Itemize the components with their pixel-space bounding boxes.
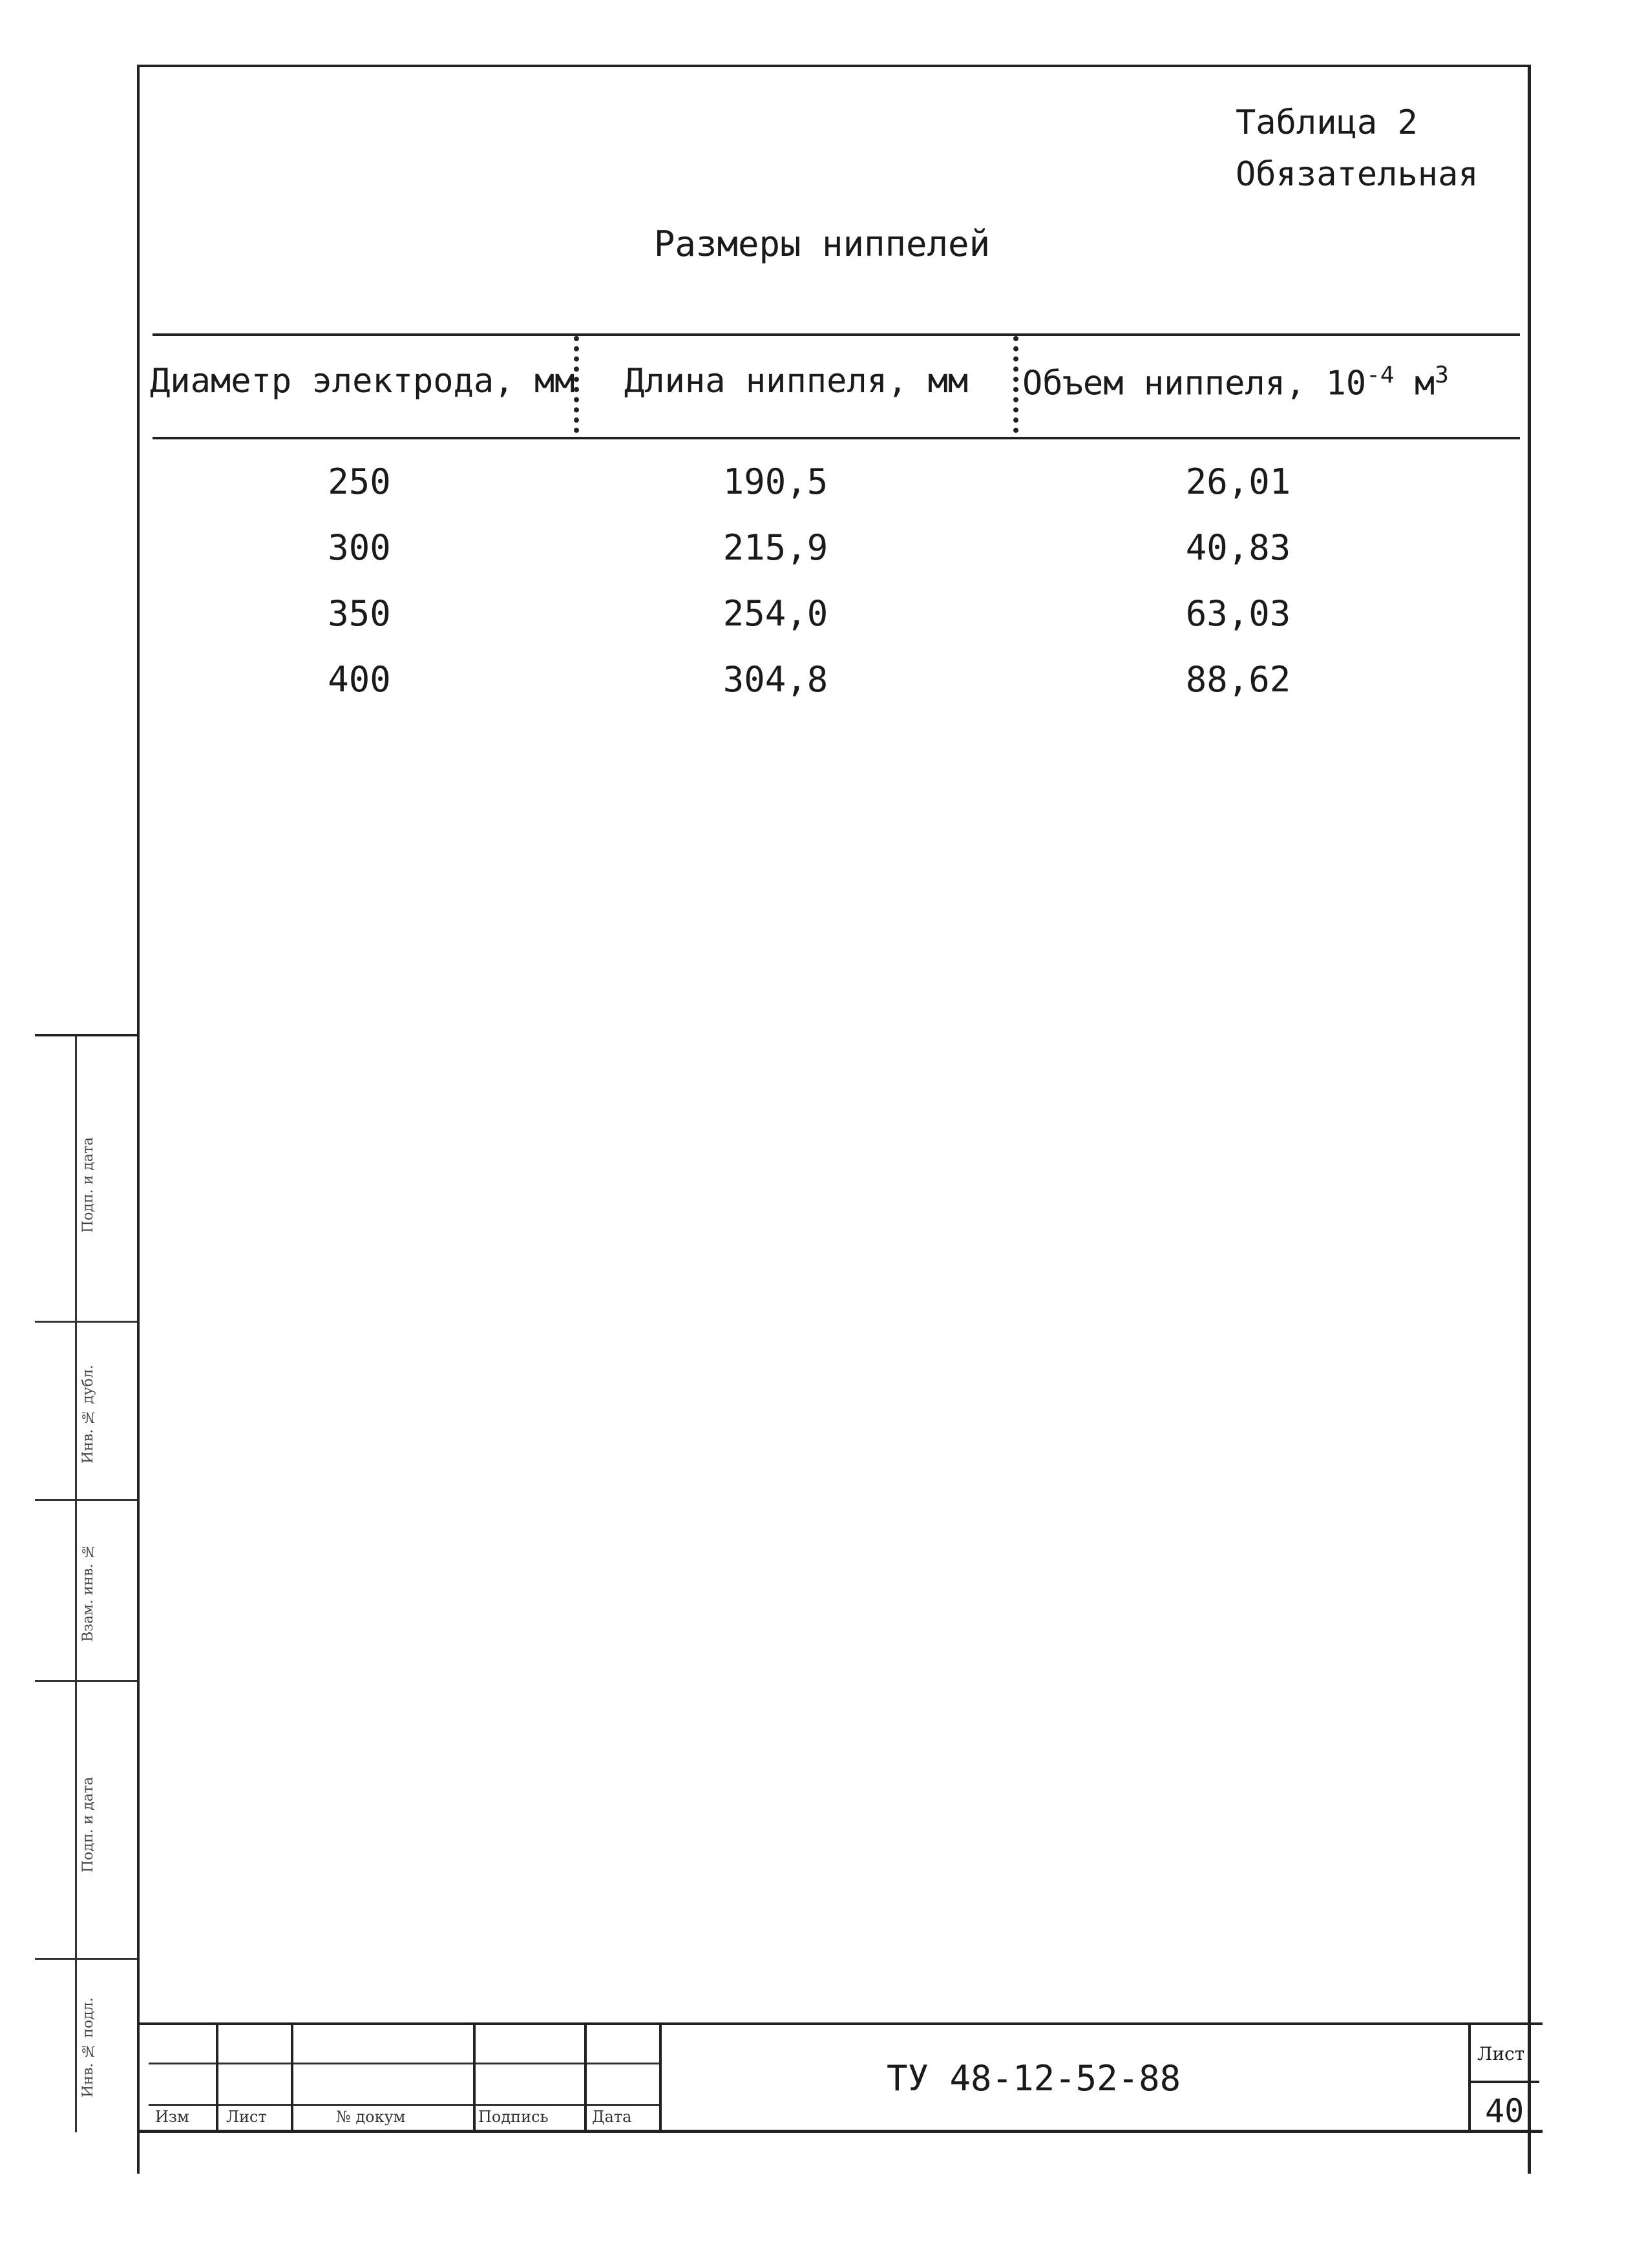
table-top-rule: [153, 333, 1520, 336]
strip-label: Подп. и дата: [80, 1137, 96, 1234]
page-title: Размеры ниппелей: [653, 224, 991, 264]
title-block-column-line: [216, 2025, 218, 2130]
cell-diameter: 300: [328, 527, 391, 568]
document-code: ТУ 48-12-52-88: [887, 2058, 1181, 2099]
column-separator: [1013, 336, 1018, 433]
label-date: Дата: [592, 2108, 632, 2126]
title-block-row-line: [149, 2104, 659, 2106]
strip-row-divider: [35, 1321, 137, 1323]
title-block-row-line: [149, 2063, 659, 2064]
cell-volume: 26,01: [1185, 461, 1291, 502]
table-caption: [1236, 97, 1479, 200]
volume-unit-exponent: 3: [1435, 362, 1449, 388]
sheet-cell-divider: [1468, 2081, 1539, 2083]
cell-length: 254,0: [722, 593, 828, 634]
strip-row-divider: [35, 1499, 137, 1501]
sheet-number: 40: [1485, 2092, 1524, 2130]
title-block-column-line: [291, 2025, 293, 2130]
strip-label: Взам. инв. №: [80, 1542, 96, 1642]
table-number: Таблица 2: [1236, 103, 1418, 142]
frame-bottom-line: [137, 2130, 1543, 2133]
strip-label: Подп. и дата: [80, 1776, 96, 1873]
strip-divider: [75, 1036, 77, 2132]
sheet-label: Лист: [1477, 2043, 1525, 2064]
column-header-volume: [1022, 362, 1449, 403]
label-signature: Подпись: [478, 2108, 549, 2126]
title-block-top-line: [137, 2022, 1543, 2025]
cell-volume: 40,83: [1185, 527, 1291, 568]
column-header-diameter: Диаметр электрода, мм: [150, 362, 575, 401]
table-status: Обязательная: [1236, 155, 1479, 194]
cell-length: 304,8: [722, 659, 828, 700]
cell-diameter: 400: [328, 659, 391, 700]
side-stamp-strip: [35, 1034, 137, 2132]
table-header-rule: [153, 437, 1520, 439]
column-header-length: Длина ниппеля, мм: [624, 362, 969, 401]
title-block-column-line: [659, 2025, 662, 2130]
cell-diameter: 350: [328, 593, 391, 634]
label-document-number: № докум: [336, 2108, 406, 2126]
volume-exponent: -4: [1366, 362, 1395, 388]
cell-volume: 63,03: [1185, 593, 1291, 634]
volume-unit: м: [1414, 364, 1435, 403]
cell-length: 215,9: [722, 527, 828, 568]
strip-row-divider: [35, 1958, 137, 1960]
cell-length: 190,5: [722, 461, 828, 502]
title-block-column-line: [584, 2025, 587, 2130]
volume-header-text: Объем ниппеля, 10: [1022, 364, 1367, 403]
strip-label: Инв. № дубл.: [80, 1365, 96, 1464]
label-sheet: Лист: [226, 2108, 267, 2126]
title-block-column-line: [473, 2025, 476, 2130]
cell-diameter: 250: [328, 461, 391, 502]
title-block-column-line: [1468, 2025, 1471, 2130]
label-change: Изм: [155, 2108, 189, 2126]
strip-row-divider: [35, 1680, 137, 1682]
cell-volume: 88,62: [1185, 659, 1291, 700]
strip-label: Инв. № подл.: [80, 1997, 96, 2098]
